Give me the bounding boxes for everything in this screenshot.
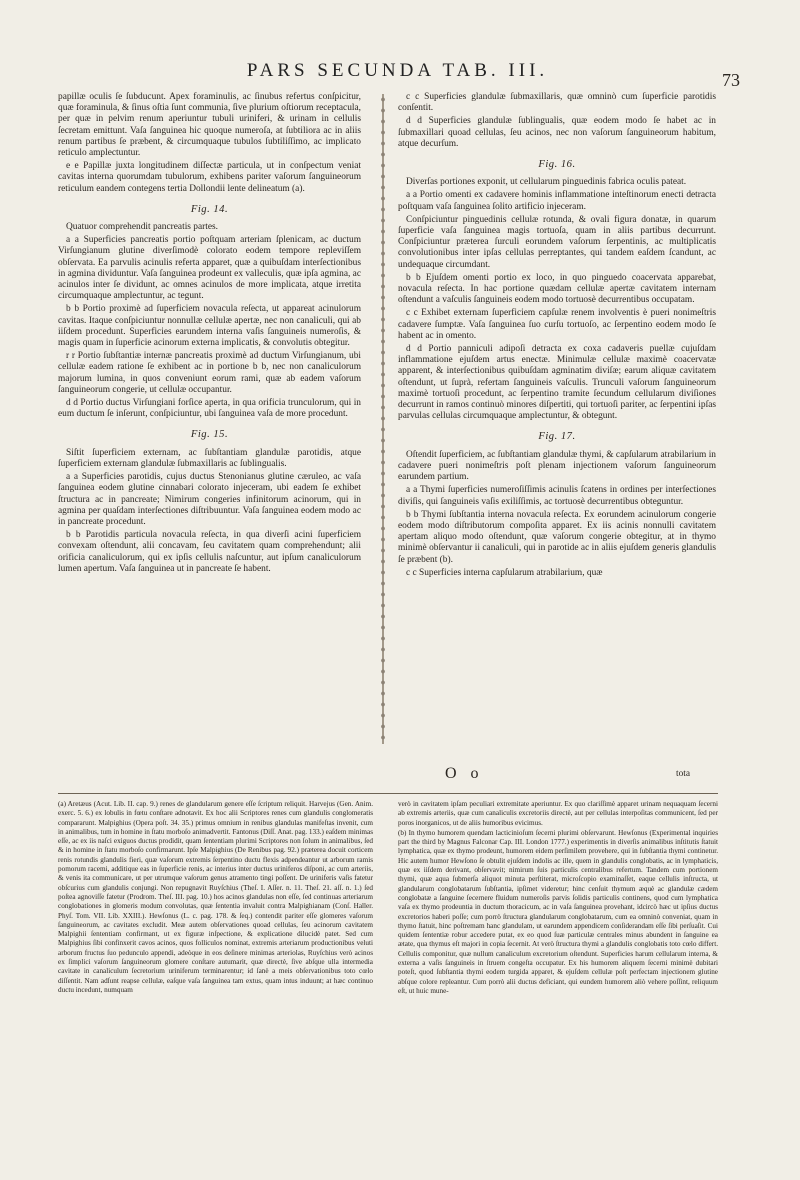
- paragraph: b b Thymi ſubſtantia interna novacula reſecta. Ex eorundem acinulorum congerie eodem modo diſtributorum compoſita apparet. Ex iis acinis nonnulli cavitatem apertam aliquo modo oſtendunt, quæ vaſorum congerie obtegitur, at in thymo minimè obſervantur ii canaliculi, qui in parotide ac in aliis ejuſdem generis glandulis ſe præbent (b).: [398, 509, 716, 565]
- paragraph: a a Superficies parotidis, cujus ductus Stenonianus glutine cæruleo, ac vaſa ſanguinea eodem glutine cinnabari colorato injeceram, ubi eadem ſe exhibet ſtructura ac in pancreate; Nimirum congeries infinitorum acinorum, qui in agmina per quaſdam interſectiones diſtribuuntur. Vaſa ſanguinea eodem modo ac in pancreate procedunt.: [58, 472, 361, 527]
- figure-heading-16: Fig. 16.: [538, 159, 576, 171]
- paragraph: papillæ oculis ſe ſubducunt. Apex foraminulis, ac ſinubus refertus conſpicitur, quæ foraminula, & ſinus oſtia ſunt communia, ſive plurium oſtiorum receptacula, per quæ in pelvim renum aperiuntur tubuli uriniferi, & urinam in cellulis ſecretam emittunt. Vaſa ſanguinea hic quoque numeroſa, at ſubtiliora ac in aliis renum partibus ſe præbent, & circumquaque tubulos ſubtiliſſimo, ac implicato reticulo amplectuntur.: [58, 92, 361, 159]
- paragraph: e e Papillæ juxta longitudinem diſſectæ particula, ut in conſpectum veniat cavitas interna quorumdam tubulorum, exhibens pariter vaſorum ſanguineorum reticulum eandem contegens tertia Dollondii lente delineatum (a).: [58, 161, 361, 194]
- paragraph: c c Superficies interna capſularum atrabilarium, quæ: [406, 567, 603, 578]
- right-column: [398, 92, 716, 581]
- paragraph: Diverſas portiones exponit, ut cellularum pinguedinis fabrica oculis pateat.: [406, 177, 687, 188]
- paragraph: r r Portio ſubſtantiæ internæ pancreatis proximè ad ductum Virſungianum, ubi cellulæ eadem ratione ſe exhibent ac in portione b b, nec non canaliculorum majorum lumina, in quos conveniunt eorum rami, quæ ab eadem vaſorum ſanguineorum congerie, ut cellulæ occupantur.: [58, 351, 361, 395]
- figure-heading-15: Fig. 15.: [190, 429, 229, 441]
- page-header: [55, 60, 740, 94]
- paragraph: d d Portio ductus Virſungiani forſice aperta, in qua orificia trunculorum, qui in eum ductum ſe inſerunt, conſpiciuntur, ubi ſanguinea vaſa de more procedunt.: [58, 398, 361, 420]
- paragraph: b b Portio proximè ad ſuperficiem novacula reſecta, ut appareat acinulorum cavitas. Itaque conſpiciuntur nonnullæ cellulæ apertæ, nec non canaliculi, qui ab iiſdem procedunt. Superficies earundem interna vaſis ſanguineis numeroſis, & magis quam in ſuperficie acinorum externa implicatis, & convolutis obtegitur.: [58, 304, 361, 349]
- paragraph: Oſtendit ſuperficiem, ac ſubſtantiam glandulæ thymi, & capſularum atrabilarium in cadavere pueri nonimeſtris poſt plenam injectionem vaſorum ſanguineorum earundem partium.: [398, 449, 716, 483]
- running-head: PARS SECUNDA TAB. III.: [246, 60, 549, 81]
- paragraph: Quatuor comprehendit pancreatis partes.: [66, 222, 219, 233]
- paragraph: a a Portio omenti ex cadavere hominis inflammatione inteſtinorum enecti detracta poſtquam vaſa ſanguinea ſolito artificio injeceram.: [398, 190, 716, 212]
- footnote-a-continued: verò in cavitatem ipſam peculiari extremitate aperiuntur. Ex quo clariſſimè apparet urinam nequaquam ſecerni ab extremis arteriis, quæ cum canaliculis excretoriis directè, aut per cellulas interpoſitas communicent, ſed per poros inorganicos, ut de aliis humoribus evicimus.: [398, 800, 718, 827]
- paragraph: Siſtit ſuperficiem externam, ac ſubſtantiam glandulæ parotidis, atque ſuperficiem externam glandulæ ſubmaxillaris ac ſublingualis.: [58, 447, 361, 469]
- figure-heading-17: Fig. 17.: [538, 431, 576, 443]
- figure-heading-14: Fig. 14.: [190, 203, 229, 215]
- catchword: tota: [676, 769, 691, 779]
- paragraph: c c Superficies glandulæ ſubmaxillaris, quæ omninò cum ſuperficie parotidis conſentit.: [398, 92, 716, 114]
- signature-mark: O o: [445, 765, 484, 782]
- footnotes-left: [58, 800, 373, 996]
- paragraph: b b Ejuſdem omenti portio ex loco, in quo pinguedo coacervata apparebat, novacula reſecta. In hac portione quædam cellulæ apertæ cavitatem internam oſtendunt a vaſculis ſanguineis eodem modo tortuosè decurrentibus occupatam.: [398, 272, 716, 306]
- paragraph: b b Parotidis particula novacula reſecta, in qua diverſi acini ſuperficiem convexam oſtendunt, alii concavam, ſeu cavitatem quam comprehendunt; alii orificia canaliculorum, qui ex ipſis cellulis naſcuntur, aut ipſum canaliculorum lumen apertum. Vaſa ſanguinea ut in pancreate ſe habent.: [58, 530, 361, 574]
- paragraph: Conſpiciuntur pinguedinis cellulæ rotunda, & ovali figura donatæ, in quarum ſuperficie vaſa ſanguinea magis tortuoſa, quam in aliis partibus decurrunt. Conſpiciuntur præterea ſurculi eorundem vaſorum ſerpentinis, ac multiplicatis convolutionibus inter ipſas cellulas perreptantes, qui tandem eaſdem ſcandunt, ac undequaque circumdant.: [398, 214, 716, 270]
- footnotes-right: [398, 800, 718, 997]
- left-column: [58, 92, 361, 577]
- column-divider-ornament: [378, 94, 388, 744]
- paragraph: d d Portio panniculi adipoſi detracta ex coxa cadaveris puellæ cujuſdam inflammatione ejuſdem artus enectæ. Minimulæ cellulæ maximè coacervatæ apparent, & interſectionibus quibuſdam agminatim diviſæ; earum aliquæ cavitatem oſtendunt, ut ſuprà, refertam ſanguineis vaſculis. Trunculi vaſorum ſanguineorum maximè tortuoſi procedunt, ac ſerpentino tramite ſecundum cellularum diviſiones decurrunt in ramos continuò minores diſpertiti, qui tortuoſi pariter, ac ſerpentini ipſas parvulas cellulas circumquaque amplectuntur, & obtegunt.: [398, 344, 716, 422]
- page-number: 73: [722, 70, 740, 90]
- footnote-a: (a) Aretæus (Acut. Lib. II. cap. 9.) renes de glandularum genere eſſe ſcriptum reliquit. Harvejus (Gen. Anim. exerc. 5. 6.) ex lobulis in fœtu conſtare adnotavit. Ex hoc alii Scriptores renes cum glandulis conglomeratis compararunt. Malpighius (Opera poſt. 34. 35.) primus omnium in renibus glandulas manifeſtas invenit, cum in animalibus, tum in homine in ſtatu morboſo animadvertit. Fantonus (Diſſ. Anat. pag. 133.) eaſdem minimas eſſe, ac ex iis naſci exiguos ductus prodidit, quam ſententiam plurimi Scriptores non ſolum in animalibus, ſed & in homine in ſtatu morboſo confirmarunt. Ipſe Malpighius (De Renibus pag. 92.) præterea docuit corticem renis rotundis glandulis fieri, quæ vaſorum extremis ſerpentino ductu flexis adpendeantur ut arborum ramis pomorum racemi, additique eas in ſuperficie renis, ac interius inter ductus uriniferos diſponi, ac cum arteriis, & venis ita communicare, ut per utrumque vaſorum genus atramento tingi poſſent. De uriniferis vaſis fatetur obſcurius cum glandulis conjungi. Non repugnavit Ruyſchius (Theſ. I. Aſſer. n. 11. Theſ. 21. aſſ. n. 1.) ſed poſtea agnoviſſe fatetur (Prodrom. Theſ. III. pag. 10.) hos acinos glandulas non eſſe, ſed continuas arteriarum conglobationes in glomeris modum convolutas, quæ ſententia invaluit contra Malpighianam (Conſ. Haller. Phyſ. Tom. VII. Lib. XXIII.). Hewſonus (L. c. pag. 178. & ſeq.) contendit pariter eſſe glomeres vaſorum ſanguineorum, ac cavitates excludit. Meæ autem obſervationes quoad cellulas, ſeu acinorum cavitatem Malpighii ſententiam confirmant, ut ex figuræ inſpectione, & explicatione dilucidè patet. Sed cum Malpighius ſibi confinxerit cavos acinos, quos folliculos nominat, extremis arteriarum productionibus veluti arborum fructus ſuo pedunculo appendi, adeòque in eos deſinere minimas arteriolas, Ruyſchius verò acinos ex ſimplici vaſorum ſanguineorum glomere conſtare autumarit, quæ directè, ſive abſque ulla intermedia cavitate in canaliculum ſecretorium uriniferum terminarentur; id ſanè a meis obſervationibus toto cœlo diſſentit. Nam adſunt reapse cellulæ, eaſque vaſa ſanguinea tam extus, quam intus induunt; at hæc continuo ductu incedunt, numquam: [58, 800, 373, 994]
- paragraph: a a Superficies pancreatis portio poſtquam arteriam ſplenicam, ac ductum Virſungianum glutine diverſimodè colorato eodem tempore repleviſſem obſervata. Ea parvulis acinulis referta apparet, quæ a quibuſdam interſectionibus in agmina dividuntur. Vaſa ſanguinea prodeunt ex valleculis, quæ ipſa agmina, ac acinulos inter ſe dividunt, ac omnes acinulos de more implicata, atque irretita circumquaque amplectuntur, ac tegunt.: [58, 235, 361, 302]
- paragraph: a a Thymi ſuperficies numeroſiſſimis acinulis ſcatens in ordines per interſectiones diviſis, qui ſanguineis vaſis exiliſſimis, ac tortuosè decurrentibus obteguntur.: [398, 485, 716, 507]
- paragraph: c c Exhibet externam ſuperficiem capſulæ renem involventis è pueri nonimeſtris cadavere ſumptæ. Vaſa ſanguinea ſuo curſu tortuoſo, ac ſerpentino eodem modo ſe habent ac in omento.: [398, 308, 716, 341]
- footnote-rule: [58, 793, 718, 794]
- paragraph: d d Superficies glandulæ ſublingualis, quæ eodem modo ſe habet ac in ſubmaxillari quoad cellulas, ſeu acinos, nec non vaſorum ſanguineorum habitum, atque decurſum.: [398, 116, 716, 149]
- footnote-b: (b) In thymo humorem quendam lacticinioſum ſecerni plurimi obſervarunt. Hewſonus (Experimental inquiries part the third by Magnus Falconar Cap. III. London 1777.) experimentis in diverſis animalibus inſtitutis ſtatuit lymphatica, quæ ex thymo prodeunt, humorem eidem perſimilem provehere, qui in ſubſtantia thymi continetur. Hic autem humor Hewſono ſe obtulit ejuſdem indolis ac ille, quem in glandulis conglobatis, ac in lymphaticis, quæ ex iiſdem derivant, obſervavit; nimirum ſuis particulis centralibus refertum. Tandem cum portionem thymi, quæ aqua ſubmerſa aliquot minuta perſtiterat, microſcopio examinaſſet, eaque cellulis inſtructa, ut glandularum conglobatarum ſubſtantia, ipſimet videretur; hinc cenſuit thymum æquè ac glandulæ cædem conglobatæ a ſanguine ſecernere fluidum numeroſis parvis ſolidis particulis continens, quod cum lymphatica vaſa ex thymo prodeuntia in ductum thoracicum, ac in vaſa ſanguinea provehant, idcircò hæc ut ipſius ductus excretorios haberi poſſe; cum porrò ſtructura glandularum conglobatarum, cum ea omninò conveniat, quam in thymo ſtatuit, hinc poſtremam hanc glandulam, ut earundem appendicem conſiderandam eſſe ſibi perſuaſit. Cui quidem ſententiæ robur accedere putat, ex eo quod ſuæ particulæ centrales minus abundent in ſanguine ea ætate, qua thymus eſt majori in copia ſecernit. At verò ſtructura thymi a glandulis conglobatis toto cœlo differt. Cellulis componitur, quæ nullum canaliculum excretorium oſtendunt. Superficies harum cellularum interna, & externa a vaſis ſanguineis in ſtruem congeſta occupatur. Ex his humorem aliquem ſecerni minimè dubitari poteſt, quod ſubſtantia thymi eodem turgida apparet, & ejuſdem cellulæ poſt perfectam injectionem glutine abſque colore repleantur. Cum porrò alii ductus deficiant, qui eundem humorem aliò vehere poſſint, reliquum eſt, ut huic mune-: [398, 828, 718, 995]
